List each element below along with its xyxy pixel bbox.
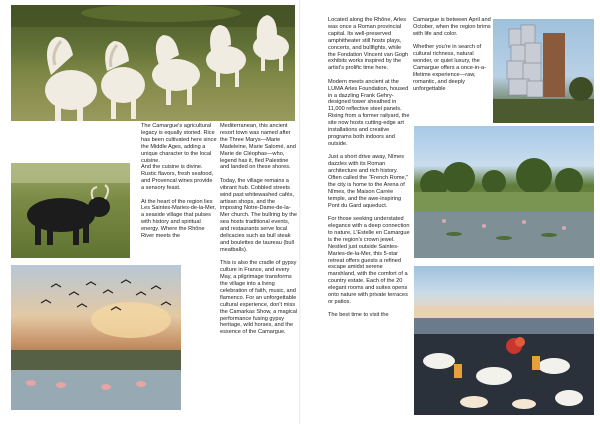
left-column-2 — [220, 123, 298, 343]
paragraph: For those seeking understated elegance with a deep connection to nature, L'Estelle en Camargue is the region's crown jewel. Nestled just outside Saintes-Maries-de-la-Mer, this 5-star retreat offers guests a refined escape amidst serene marshland, with the comfort of a country estate. Each of the 20 elegant rooms and suites opens onto nature with private terraces or patios. — [328, 216, 410, 305]
paragraph: Just a short drive away, Nîmes dazzles with its Roman architecture and rich history. Often called the "French Rome," the city is home to the Arena of Nîmes, the Maison Carrée temple, and the awe-inspiring Pont du Gard aqueduct. — [328, 154, 409, 209]
paragraph: The Camargue's agricultural legacy is equally storied. Rice has been cultivated here since the Middle Ages, adding a unique character to the local cuisine. And the cuisine is divine. Rustic flavors, fresh seafood, and Provencal wines provide a sensory feast. — [141, 123, 217, 192]
page-gutter — [299, 0, 301, 424]
paragraph: Located along the Rhône, Arles was once a Roman provincial capital. Its well-preserved amphitheater still hosts plays, concerts, and bullfights, while the Fondation Vincent van Gogh exhibits works inspired by the artist's prolific time here. — [328, 17, 409, 72]
right-column-2 — [413, 17, 491, 99]
flamingos-photo — [11, 265, 181, 410]
paragraph: Mediterranean, this ancient resort town was named after the Three Marys—Marie Madeleine, Marie Salomé, and Marie de Cléophas—who, legend has it, fled Palestine and landed on these shores. — [220, 123, 296, 171]
paragraph: This is also the cradle of gypsy culture in France, and every May, a pilgrimage transforms the village into a living celebration of faith, music, and flamenco. For an unforgettable cultural experience, don't miss the Camarkas Show, a magical performance fusing gypsy heritage, wild horses, and the essence of the Camargue. — [220, 260, 298, 336]
right-column-1 — [328, 17, 410, 326]
paragraph: Whether you're in search of cultural richness, natural wonder, or quiet luxury, the Camargue offers a once-in-a-lifetime experience—raw, romantic, and deeply unforgettable — [413, 44, 486, 92]
paragraph: Today, the village remains a vibrant hub. Cobbled streets wind past whitewashed cafés, artisan shops, and the imposing Notre-Dame-de-la-Mer church. The bullring by the sea hosts traditional events, and restaurants serve local delicacies such as bull steak and boulettes de taureau (bull meatballs). — [220, 177, 298, 253]
left-column-1 — [141, 123, 217, 247]
paragraph: At the heart of the region lies Les Saintes-Maries-de-la-Mer, a seaside village that pulses with history and spiritual energy. Where the Rhône River meets the — [141, 198, 216, 240]
black-bull-photo — [11, 163, 130, 258]
white-horses-photo — [11, 5, 295, 121]
paragraph: Camargue is between April and October, when the region brims with life and color. — [413, 17, 491, 37]
breakfast-photo — [414, 266, 594, 415]
paragraph: The best time to visit the — [328, 312, 389, 319]
luma-tower-photo — [493, 19, 594, 123]
garden-pond-photo — [414, 126, 594, 258]
paragraph: Modern meets ancient at the LUMA Arles Foundation, housed in a dazzling Frank Gehry-designed tower sheathed in 11,000 reflective steel panels. Rising from a former railyard, the site now hosts cutting-edge art installations and creative programs both indoors and outside. — [328, 78, 410, 147]
